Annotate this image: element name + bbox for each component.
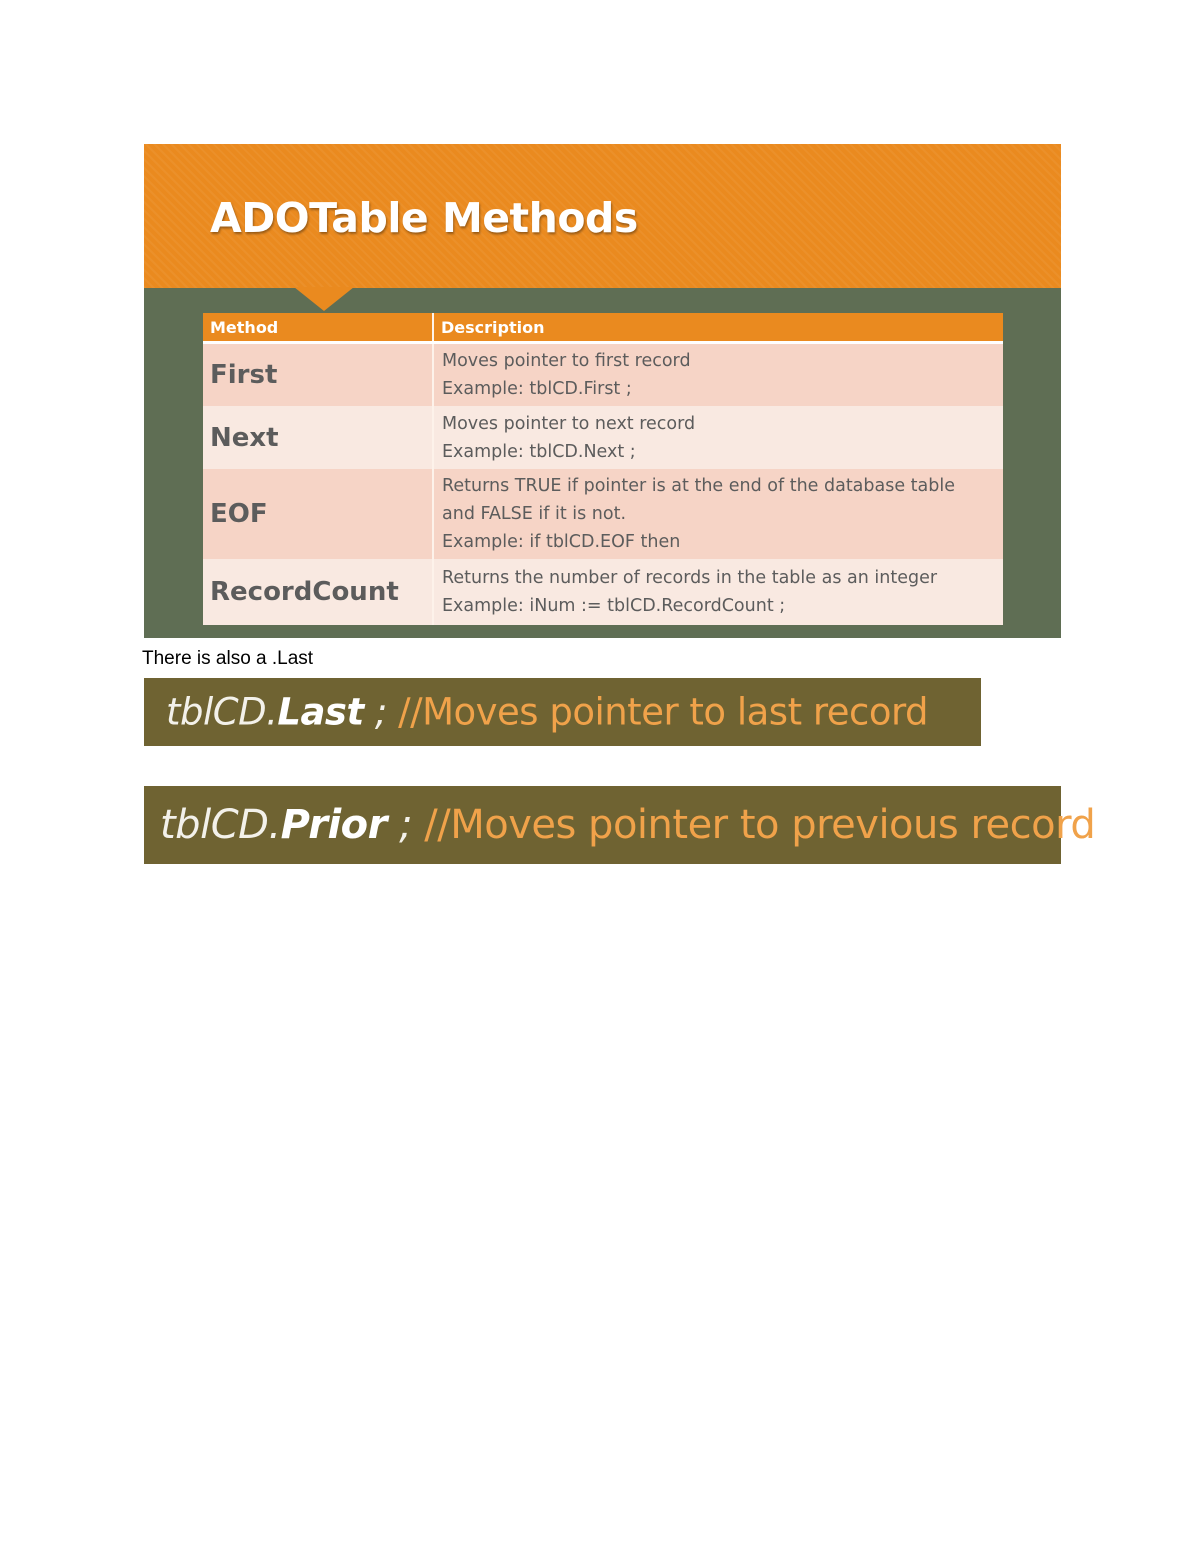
- method-name: Next: [203, 406, 433, 469]
- method-name: RecordCount: [203, 559, 433, 625]
- column-header-description: Description: [433, 313, 1003, 343]
- description-line: Returns TRUE if pointer is at the end of the database table: [442, 476, 956, 496]
- intro-text: There is also a .Last: [142, 648, 314, 669]
- description-example: Example: iNum := tblCD.RecordCount ;: [442, 596, 786, 616]
- table-row: [203, 343, 1003, 407]
- code-line: [166, 691, 928, 734]
- table-row: [203, 559, 1003, 625]
- code-terminator: ;: [363, 690, 399, 734]
- code-banner-last: [144, 678, 981, 746]
- description-example: Example: if tblCD.EOF then: [442, 532, 681, 552]
- code-comment: //Moves pointer to last record: [398, 690, 929, 734]
- code-object: tblCD.: [166, 690, 278, 734]
- code-comment: //Moves pointer to previous record: [424, 802, 1096, 848]
- code-line: [160, 802, 1095, 848]
- method-description: [433, 406, 1003, 469]
- table-row: [203, 469, 1003, 559]
- method-description: [433, 469, 1003, 559]
- code-terminator: ;: [386, 802, 425, 848]
- description-line: Moves pointer to next record: [442, 413, 696, 434]
- table-header-row: [203, 313, 1003, 343]
- description-example: Example: tblCD.Next ;: [442, 441, 636, 462]
- methods-table: [203, 313, 1003, 625]
- code-method: Last: [277, 690, 364, 734]
- slide-title: ADOTable Methods: [210, 194, 638, 242]
- method-name: First: [203, 343, 433, 407]
- code-method: Prior: [280, 802, 387, 848]
- table-row: [203, 406, 1003, 469]
- description-line: Moves pointer to first record: [442, 351, 691, 371]
- code-banner-prior: [144, 786, 1096, 864]
- description-line: and FALSE if it is not.: [442, 504, 627, 524]
- method-description: [433, 343, 1003, 407]
- header-notch: [294, 287, 354, 311]
- slide-image: [144, 144, 1061, 638]
- method-description: [433, 559, 1003, 625]
- method-name: EOF: [203, 469, 433, 559]
- column-header-method: Method: [203, 313, 433, 343]
- code-object: tblCD.: [160, 802, 281, 848]
- description-example: Example: tblCD.First ;: [442, 379, 632, 399]
- description-line: Returns the number of records in the table as an integer: [442, 568, 938, 588]
